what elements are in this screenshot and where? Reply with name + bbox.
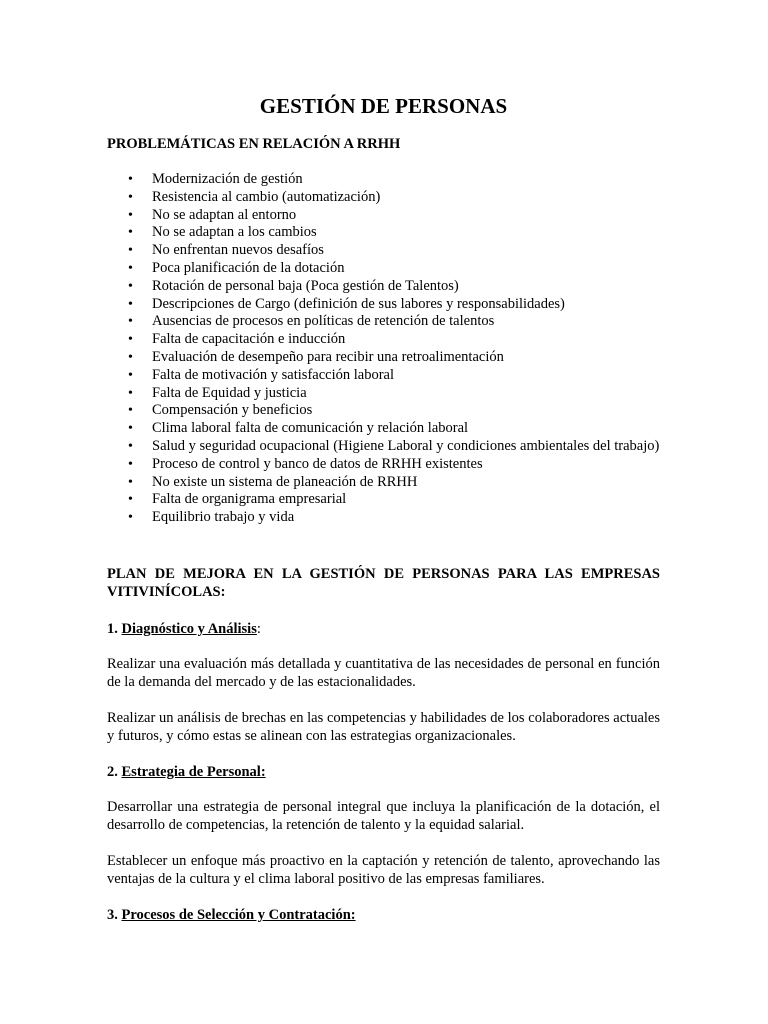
problem-text: Salud y seguridad ocupacional (Higiene Laboral y condiciones ambientales del trabajo) [152,437,660,454]
step-3-number: 3. [107,907,118,923]
problem-text: Falta de Equidad y justicia [152,384,307,401]
bullet-icon: • [128,492,133,508]
problems-heading: PROBLEMÁTICAS EN RELACIÓN A RRHH [107,136,401,152]
bullet-icon: • [128,474,133,490]
step-1-heading [107,620,261,638]
problem-text: Compensación y beneficios [152,402,313,419]
bullet-icon: • [128,385,133,401]
bullet-icon: • [128,510,133,526]
bullet-icon: • [128,225,133,241]
problem-text: Modernización de gestión [152,171,303,187]
bullet-icon: • [128,456,133,472]
problem-list-item [107,207,660,225]
problem-text: No existe un sistema de planeación de RRHH [152,473,418,490]
problem-text: Resistencia al cambio (automatización) [152,188,381,205]
problem-list-item [107,474,660,492]
problem-text: Evaluación de desempeño para recibir una retroalimentación [152,348,504,365]
problem-list-item [107,260,660,278]
step-3-label: Procesos de Selección y Contratación: [121,907,356,923]
bullet-icon: • [128,314,133,330]
problem-text: Rotación de personal baja (Poca gestión de Talentos) [152,277,459,294]
bullet-icon: • [128,278,133,294]
bullet-icon: • [128,172,133,187]
problem-text: Falta de motivación y satisfacción laboral [152,366,394,383]
problems-list [107,171,660,527]
step-2-number: 2. [107,764,118,780]
step-1-paragraph-2: Realizar un análisis de brechas en las competencias y habilidades de los colaboradores actuales y futuros, y cómo estas se alinean con las estrategias organizacionales. [107,710,660,744]
problem-list-item [107,189,660,207]
problem-text: Proceso de control y banco de datos de RRHH existentes [152,455,483,472]
problem-list-item [107,296,660,314]
problem-text: No se adaptan al entorno [152,206,297,223]
bullet-icon: • [128,367,133,383]
problem-list-item [107,242,660,260]
step-2-label: Estrategia de Personal: [121,764,266,780]
step-2-paragraph-1: Desarrollar una estrategia de personal integral que incluya la planificación de la dotación, el desarrollo de competencias, la retención de talento y la equidad salarial. [107,799,660,833]
problem-text: Clima laboral falta de comunicación y relación laboral [152,420,469,437]
problem-list-item [107,491,660,509]
bullet-icon: • [128,260,133,276]
step-1-suffix: : [256,621,261,637]
problem-text: Ausencias de procesos en políticas de retención de talentos [152,313,495,330]
bullet-icon: • [128,421,133,437]
step-2-heading [107,763,266,781]
bullet-icon: • [128,207,133,223]
problem-text: No se adaptan a los cambios [152,224,317,241]
problem-list-item [107,171,660,189]
step-2-paragraph-2: Establecer un enfoque más proactivo en la captación y retención de talento, aprovechando las ventajas de la cultura y el clima laboral positivo de las empresas familiares. [107,853,660,887]
problem-text: Equilibrio trabajo y vida [152,509,295,526]
problem-list-item [107,349,660,367]
document-title: GESTIÓN DE PERSONAS [259,94,508,118]
bullet-icon: • [128,349,133,365]
problem-list-item [107,224,660,242]
problem-list-item [107,420,660,438]
problem-list-item [107,313,660,331]
bullet-icon: • [128,243,133,259]
problem-text: No enfrentan nuevos desafíos [152,242,324,259]
problem-text: Falta de capacitación e inducción [152,331,346,348]
step-1-number: 1. [107,621,118,637]
bullet-icon: • [128,296,133,312]
problem-list-item [107,331,660,349]
problem-list-item [107,385,660,403]
problem-text: Poca planificación de la dotación [152,259,345,276]
problem-text: Descripciones de Cargo (definición de sus labores y responsabilidades) [152,295,565,312]
bullet-icon: • [128,189,133,205]
problem-text: Falta de organigrama empresarial [152,491,347,508]
problem-list-item [107,402,660,420]
problem-list-item [107,367,660,385]
plan-heading: PLAN DE MEJORA EN LA GESTIÓN DE PERSONAS PARA LAS EMPRESAS VITIVINÍCOLAS: [107,566,660,600]
step-1-paragraph-1: Realizar una evaluación más detallada y cuantitativa de las necesidades de personal en función de la demanda del mercado y de las estacionalidades. [107,656,660,690]
step-3-heading [107,906,356,924]
bullet-icon: • [128,332,133,348]
problem-list-item [107,456,660,474]
step-1-label: Diagnóstico y Análisis [121,621,257,637]
bullet-icon: • [128,438,133,454]
problem-list-item [107,509,660,527]
problem-list-item [107,438,660,456]
bullet-icon: • [128,403,133,419]
problem-list-item [107,278,660,296]
